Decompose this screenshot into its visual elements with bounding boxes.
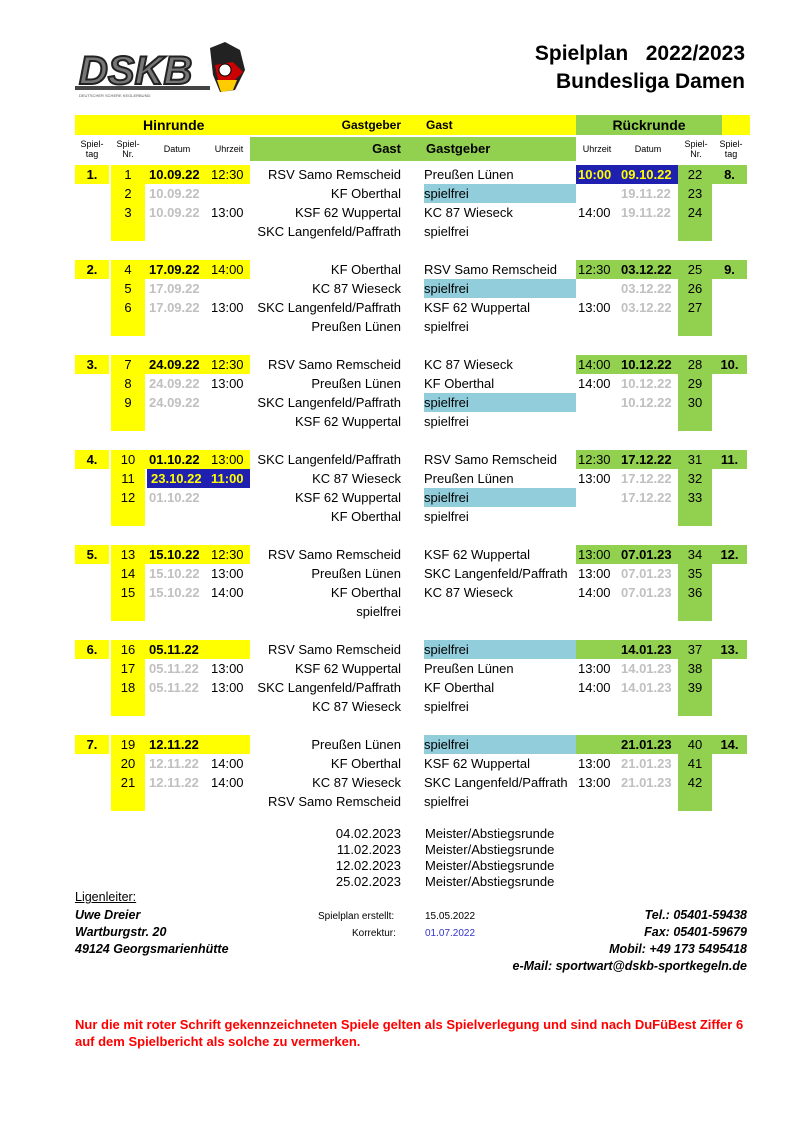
spiel-nr-r: 32 xyxy=(687,471,703,486)
spieltag-r-label: 13. xyxy=(720,642,739,657)
datum-r: 19.11.22 xyxy=(621,205,671,220)
team-away: KF Oberthal xyxy=(424,376,495,391)
header-row-sub xyxy=(75,137,747,161)
uhrzeit: 14:00 xyxy=(211,262,244,277)
datum-r: 14.01.23 xyxy=(621,661,672,676)
round-block xyxy=(75,735,747,811)
datum-r: 07.01.23 xyxy=(621,566,672,581)
team-home: Preußen Lünen xyxy=(311,566,401,581)
spiel-nr-r: 28 xyxy=(687,357,703,372)
datum: 05.11.22 xyxy=(149,642,199,657)
datum: 01.10.22 xyxy=(149,452,200,467)
team-home: Preußen Lünen xyxy=(311,737,401,752)
erstellt-date: 15.05.2022 xyxy=(425,911,476,922)
korrektur-label: Korrektur: xyxy=(352,928,396,939)
spieltag-label: 6. xyxy=(86,642,98,657)
team-away: Preußen Lünen xyxy=(424,661,514,676)
team-away: KSF 62 Wuppertal xyxy=(424,300,530,315)
datum-r: 09.10.22 xyxy=(619,165,678,184)
team-away: KC 87 Wieseck xyxy=(424,357,513,372)
page-subtitle: Bundesliga Damen xyxy=(555,70,745,93)
spiel-nr-r: 31 xyxy=(687,452,703,467)
uhrzeit: 11:00 xyxy=(209,469,250,488)
spiel-nr-r: 25 xyxy=(687,262,703,277)
uhrzeit-r: 10:00 xyxy=(576,165,619,184)
team-home: KC 87 Wieseck xyxy=(312,699,401,714)
contact-email[interactable]: e-Mail: sportwart@dskb-sportkegeln.de xyxy=(512,959,747,973)
spiel-nr: 8 xyxy=(124,376,132,391)
datum: 17.09.22 xyxy=(149,281,200,296)
team-away: KC 87 Wieseck xyxy=(424,205,513,220)
team-home: KC 87 Wieseck xyxy=(312,471,401,486)
team-away: RSV Samo Remscheid xyxy=(424,452,557,467)
spiel-nr: 13 xyxy=(120,547,136,562)
team-home: KF Oberthal xyxy=(330,262,401,277)
team-home: SKC Langenfeld/Paffrath xyxy=(257,224,401,239)
team-away: spielfrei xyxy=(424,640,576,659)
final-label: Meister/Abstiegsrunde xyxy=(425,858,555,873)
spiel-nr: 20 xyxy=(120,756,136,771)
team-home: KSF 62 Wuppertal xyxy=(295,661,401,676)
team-home: KC 87 Wieseck xyxy=(312,775,401,790)
datum-r: 17.12.22 xyxy=(621,471,672,486)
spieltag-label: 3. xyxy=(86,357,98,372)
team-away: KSF 62 Wuppertal xyxy=(424,756,530,771)
col-uhrzeit: Uhrzeit xyxy=(214,144,244,154)
final-date: 25.02.2023 xyxy=(335,874,401,889)
team-away: spielfrei xyxy=(424,735,576,754)
uhrzeit-r: 12:30 xyxy=(578,452,611,467)
spiel-nr: 12 xyxy=(120,490,136,505)
spiel-nr-r: 27 xyxy=(687,300,703,315)
round-block xyxy=(75,545,747,621)
spieltag-r-label: 11. xyxy=(720,452,739,467)
spiel-nr: 15 xyxy=(120,585,136,600)
spiel-nr: 7 xyxy=(124,357,132,372)
spiel-nr: 17 xyxy=(120,661,136,676)
spieltag-label: 5. xyxy=(86,547,98,562)
final-label: Meister/Abstiegsrunde xyxy=(425,874,555,889)
spieltag-label: 1. xyxy=(86,167,98,182)
datum: 17.09.22 xyxy=(149,300,200,315)
gast-top-label: Gast xyxy=(426,118,453,132)
uhrzeit: 13:00 xyxy=(211,566,244,581)
datum: 24.09.22 xyxy=(149,357,200,372)
team-home: KF Oberthal xyxy=(330,585,401,600)
datum-r: 21.01.23 xyxy=(621,756,672,771)
uhrzeit: 14:00 xyxy=(211,756,244,771)
datum: 15.10.22 xyxy=(149,566,200,581)
uhrzeit: 13:00 xyxy=(211,661,244,676)
dskb-logo xyxy=(75,40,255,102)
spiel-nr: 21 xyxy=(120,775,136,790)
col-datum: Datum xyxy=(163,144,191,154)
team-home: RSV Samo Remscheid xyxy=(268,794,401,809)
rescheduling-note: Nur die mit roter Schrift gekennzeichneten Spiele gelten als Spielverlegung und sind nach DuFüBest Ziffer 6 auf dem Spielbericht als solche zu vermerken. xyxy=(75,1017,744,1049)
contact-fax: Fax: 05401-59679 xyxy=(644,925,747,939)
rueckrunde-label: Rückrunde xyxy=(576,115,722,135)
spiel-nr: 6 xyxy=(124,300,132,315)
team-home: KSF 62 Wuppertal xyxy=(295,490,401,505)
datum-r: 10.12.22 xyxy=(621,376,672,391)
spiel-nr-r: 38 xyxy=(687,661,703,676)
spiel-nr-r: 36 xyxy=(687,585,703,600)
team-home: SKC Langenfeld/Paffrath xyxy=(257,680,401,695)
spieltag-r-label: 12. xyxy=(720,547,739,562)
uhrzeit-r: 13:00 xyxy=(578,566,611,581)
uhrzeit-r: 14:00 xyxy=(578,205,611,220)
datum: 12.11.22 xyxy=(149,756,199,771)
uhrzeit-r: 13:00 xyxy=(578,756,611,771)
contact-tel: Tel.: 05401-59438 xyxy=(644,908,747,922)
col-spielnr: Spiel- Nr. xyxy=(116,139,140,159)
round-block xyxy=(75,260,747,336)
team-away: Preußen Lünen xyxy=(424,167,514,182)
uhrzeit-r: 14:00 xyxy=(578,357,611,372)
team-home: SKC Langenfeld/Paffrath xyxy=(257,395,401,410)
datum: 12.11.22 xyxy=(149,775,199,790)
datum: 10.09.22 xyxy=(149,186,200,201)
uhrzeit-r: 13:00 xyxy=(578,471,611,486)
spieltag-r-label: 9. xyxy=(724,262,735,277)
uhrzeit-r: 13:00 xyxy=(578,300,611,315)
spiel-nr-r: 33 xyxy=(687,490,703,505)
datum: 24.09.22 xyxy=(149,376,200,391)
uhrzeit-r: 14:00 xyxy=(578,585,611,600)
datum: 12.11.22 xyxy=(149,737,199,752)
team-away: spielfrei xyxy=(424,224,469,239)
team-home: spielfrei xyxy=(356,604,401,619)
team-away: spielfrei xyxy=(424,319,469,334)
datum: 05.11.22 xyxy=(149,661,199,676)
team-away: SKC Langenfeld/Paffrath xyxy=(424,566,568,581)
spiel-nr-r: 24 xyxy=(687,205,703,220)
datum-r: 19.11.22 xyxy=(621,186,671,201)
uhrzeit: 13:00 xyxy=(211,300,244,315)
spiel-nr-r: 23 xyxy=(687,186,703,201)
team-home: KSF 62 Wuppertal xyxy=(295,414,401,429)
spieltag-label: 7. xyxy=(86,737,98,752)
round-block xyxy=(75,640,747,716)
spiel-nr-r: 39 xyxy=(687,680,703,695)
team-away: spielfrei xyxy=(424,414,469,429)
datum: 23.10.22 xyxy=(147,469,209,488)
team-home: KF Oberthal xyxy=(330,186,401,201)
spiel-nr-r: 26 xyxy=(687,281,703,296)
ligenleiter-street: Wartburgstr. 20 xyxy=(75,925,167,939)
erstellt-label: Spielplan erstellt: xyxy=(318,911,395,922)
spiel-nr-r: 40 xyxy=(687,737,703,752)
spiel-nr-r: 34 xyxy=(687,547,703,562)
team-home: RSV Samo Remscheid xyxy=(268,642,401,657)
datum: 24.09.22 xyxy=(149,395,200,410)
team-away: KSF 62 Wuppertal xyxy=(424,547,530,562)
team-home: SKC Langenfeld/Paffrath xyxy=(257,300,401,315)
datum-r: 03.12.22 xyxy=(621,262,672,277)
korrektur-date: 01.07.2022 xyxy=(425,928,476,939)
team-away: Preußen Lünen xyxy=(424,471,514,486)
spiel-nr: 16 xyxy=(120,642,136,657)
col-spielnr-r: Spiel- Nr. xyxy=(684,139,708,159)
team-away: spielfrei xyxy=(424,488,576,507)
team-home: RSV Samo Remscheid xyxy=(268,357,401,372)
datum-r: 10.12.22 xyxy=(621,395,672,410)
team-home: Preußen Lünen xyxy=(311,376,401,391)
final-date: 04.02.2023 xyxy=(335,826,401,841)
page-title: Spielplan 2022/2023 xyxy=(534,42,745,65)
ligenleiter-label: Ligenleiter: xyxy=(75,890,137,904)
col-spieltag-r: Spiel- tag xyxy=(719,139,743,159)
col-gastgeber: Gastgeber xyxy=(401,137,576,161)
round-block xyxy=(75,450,747,526)
spiel-nr: 9 xyxy=(124,395,132,410)
uhrzeit-r: 13:00 xyxy=(578,775,611,790)
uhrzeit: 12:30 xyxy=(211,547,244,562)
team-away: SKC Langenfeld/Paffrath xyxy=(424,775,568,790)
uhrzeit: 13:00 xyxy=(211,452,244,467)
spieltag-r-label: 10. xyxy=(720,357,739,372)
datum-r: 10.12.22 xyxy=(621,357,672,372)
spiel-nr: 4 xyxy=(124,262,132,277)
uhrzeit: 12:30 xyxy=(211,167,244,182)
team-home: RSV Samo Remscheid xyxy=(268,547,401,562)
datum-r: 14.01.23 xyxy=(621,680,672,695)
uhrzeit-r: 14:00 xyxy=(578,376,611,391)
uhrzeit-r: 12:30 xyxy=(578,262,611,277)
round-block xyxy=(75,355,747,431)
datum: 10.09.22 xyxy=(149,167,200,182)
final-date: 11.02.2023 xyxy=(336,842,401,857)
team-home: KF Oberthal xyxy=(330,756,401,771)
team-home: SKC Langenfeld/Paffrath xyxy=(257,452,401,467)
datum-r: 14.01.23 xyxy=(621,642,672,657)
contact-mobil: Mobil: +49 173 5495418 xyxy=(609,942,747,956)
spiel-nr: 11 xyxy=(121,471,135,486)
team-home: RSV Samo Remscheid xyxy=(268,167,401,182)
team-home: KC 87 Wieseck xyxy=(312,281,401,296)
team-away: spielfrei xyxy=(424,794,469,809)
datum-r: 03.12.22 xyxy=(621,300,672,315)
ligenleiter-city: 49124 Georgsmarienhütte xyxy=(75,942,229,956)
spiel-nr-r: 37 xyxy=(687,642,703,657)
hinrunde-label: Hinrunde xyxy=(143,117,205,133)
spieltag-label: 2. xyxy=(86,262,98,277)
datum: 17.09.22 xyxy=(149,262,200,277)
col-spieltag: Spiel- tag xyxy=(80,139,104,159)
final-label: Meister/Abstiegsrunde xyxy=(425,842,555,857)
datum: 10.09.22 xyxy=(149,205,200,220)
team-away: RSV Samo Remscheid xyxy=(424,262,557,277)
spiel-nr-r: 29 xyxy=(687,376,703,391)
datum-r: 17.12.22 xyxy=(621,490,672,505)
spiel-nr: 2 xyxy=(124,186,132,201)
team-away: spielfrei xyxy=(424,184,576,203)
datum: 15.10.22 xyxy=(149,547,200,562)
team-away: KC 87 Wieseck xyxy=(424,585,513,600)
spiel-nr-r: 41 xyxy=(687,756,703,771)
spiel-nr: 14 xyxy=(120,566,136,581)
col-uhrzeit-r: Uhrzeit xyxy=(582,144,612,154)
final-date: 12.02.2023 xyxy=(335,858,401,873)
datum-r: 21.01.23 xyxy=(621,775,672,790)
team-home: KSF 62 Wuppertal xyxy=(295,205,401,220)
spiel-nr: 10 xyxy=(120,452,136,467)
spieltag-label: 4. xyxy=(86,452,98,467)
spieltag-r-label: 8. xyxy=(724,167,735,182)
datum-r: 17.12.22 xyxy=(621,452,672,467)
datum-r: 03.12.22 xyxy=(621,281,672,296)
team-away: spielfrei xyxy=(424,279,576,298)
ligenleiter-name: Uwe Dreier xyxy=(75,908,141,922)
uhrzeit-r: 13:00 xyxy=(578,661,611,676)
team-home: Preußen Lünen xyxy=(311,319,401,334)
final-label: Meister/Abstiegsrunde xyxy=(425,826,555,841)
spiel-nr-r: 35 xyxy=(687,566,703,581)
team-away: spielfrei xyxy=(424,393,576,412)
col-datum-r: Datum xyxy=(634,144,662,154)
datum-r: 07.01.23 xyxy=(621,585,672,600)
uhrzeit-r: 13:00 xyxy=(578,547,611,562)
team-home: KF Oberthal xyxy=(330,509,401,524)
team-away: KF Oberthal xyxy=(424,680,495,695)
datum-r: 07.01.23 xyxy=(621,547,672,562)
spiel-nr: 18 xyxy=(120,680,136,695)
spieltag-r-label: 14. xyxy=(720,737,739,752)
uhrzeit-r: 14:00 xyxy=(578,680,611,695)
col-gast: Gast xyxy=(250,137,401,161)
uhrzeit: 13:00 xyxy=(211,376,244,391)
spiel-nr: 3 xyxy=(124,205,132,220)
uhrzeit: 14:00 xyxy=(211,585,244,600)
spiel-nr-r: 22 xyxy=(687,167,703,182)
header-row-top xyxy=(75,115,747,135)
datum: 15.10.22 xyxy=(149,585,200,600)
uhrzeit: 13:00 xyxy=(211,680,244,695)
uhrzeit: 13:00 xyxy=(211,205,244,220)
logo-wordmark: DSKB xyxy=(79,49,193,93)
round-block xyxy=(75,165,747,241)
datum: 05.11.22 xyxy=(149,680,199,695)
spiel-nr: 19 xyxy=(120,737,136,752)
team-away: spielfrei xyxy=(424,509,469,524)
spiel-nr: 5 xyxy=(124,281,132,296)
gastgeber-top-label: Gastgeber xyxy=(341,118,401,132)
spiel-nr: 1 xyxy=(124,167,132,182)
logo-subtext: DEUTSCHER SCHERE KEGLERBUND xyxy=(79,93,151,98)
datum-r: 21.01.23 xyxy=(621,737,672,752)
uhrzeit: 12:30 xyxy=(211,357,244,372)
spiel-nr-r: 30 xyxy=(687,395,703,410)
datum: 01.10.22 xyxy=(149,490,200,505)
uhrzeit: 14:00 xyxy=(211,775,244,790)
spiel-nr-r: 42 xyxy=(687,775,703,790)
team-away: spielfrei xyxy=(424,699,469,714)
